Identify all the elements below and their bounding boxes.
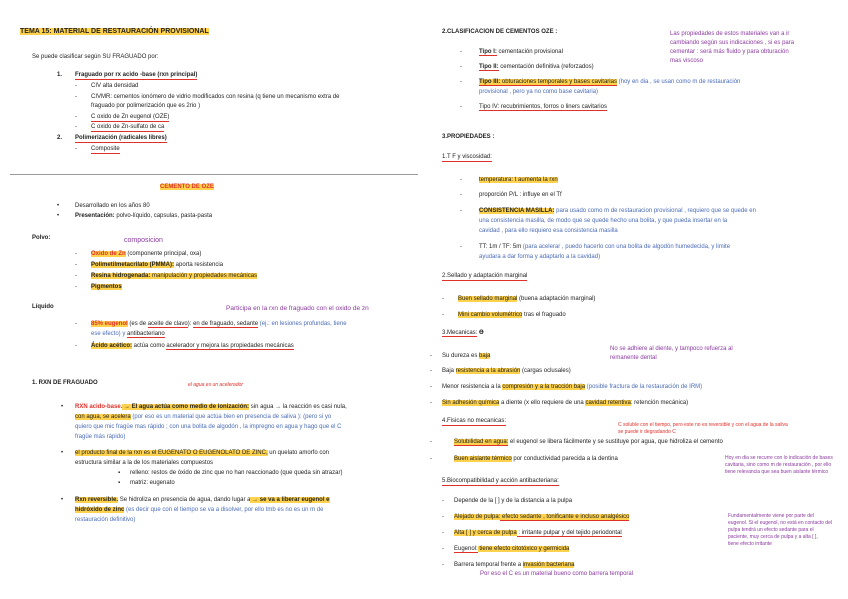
sellado-1-hl: Buen sellado marginal (458, 296, 518, 302)
polvo-item-4 (91, 283, 122, 291)
sellado-2 (458, 311, 566, 319)
dash: - (442, 546, 444, 552)
bio-5-text: Barrera temporal frente a (454, 562, 523, 568)
polvo-item-2 (91, 261, 223, 269)
classif-sub-5: Composite (91, 146, 120, 152)
rxn-relleno: relleno: restos de óxido de zinc que no han reaccionado (que queda sin atrazar) (130, 470, 343, 476)
rxn-1-line2 (75, 413, 331, 421)
tipo-2 (479, 63, 594, 71)
polvo-item-1-b: (componente principal, oxa) (125, 251, 202, 257)
tipo-1-label: Tipo I: (479, 49, 497, 55)
dash: - (75, 251, 77, 257)
tf-masilla: CONSISTENCIA MASILLA: (479, 208, 555, 214)
bio-note-4: paciente, muy cerca de pulpa y a alta [ ], (728, 534, 818, 540)
liquido-1-line1 (91, 320, 347, 328)
classif-sub-2b: fraguado por polimerización que es 2rio ) (91, 103, 201, 109)
mec-3-note: (posible fractura de la restauración de IRM) (585, 384, 703, 390)
right-page (424, 0, 848, 599)
tipo-1-text: cementación provisional (496, 49, 563, 55)
bio-2 (454, 513, 629, 521)
liq-antibacteriano: antibacteriano (127, 331, 165, 337)
dash: - (460, 192, 462, 198)
rxn-1-line3: quiero que mic fragüe mas rápido ; con una bolita de algodón , la impregno en agua y hago que el C (75, 424, 342, 430)
tf-1-text: temperatura: t aumenta la rxn (479, 177, 558, 183)
dash: - (460, 244, 462, 250)
mec-3-hl: compresión y a la tracción baja (502, 384, 586, 390)
classif-sub-2a: CIVMR: cementos ionómero de vidrio modificados con resina (q tiene un mecanismo extra de (91, 94, 340, 100)
liquido-label: Líquido (32, 304, 54, 310)
page-title (20, 28, 209, 36)
bio-note-3: pulpa tendrá un efecto sedante para el (728, 527, 814, 533)
fisicas-title: 4.Fisicas no mecanicas: (442, 418, 507, 424)
tipo-2-label: Tipo II: (479, 64, 499, 70)
tf-1 (479, 176, 558, 184)
tipo-3-label: Tipo III: (479, 79, 501, 85)
tf-4-times: TT: 1m / TF: 5m (479, 244, 522, 250)
composicion-note: composicion (124, 237, 163, 244)
presentation-line (75, 212, 212, 220)
dash: - (442, 514, 444, 520)
rxn-acid-base: RXN acido-base. (75, 404, 123, 410)
bio-4-text: tiene efecto citotóxico y germicida (477, 546, 570, 552)
dash: - (75, 83, 77, 89)
bio-1: Depende de la [ ] y de la distancia a la pulpa (454, 498, 573, 504)
classif-item-1: Fraguado por rx acido -base (rxn principal) (75, 72, 198, 78)
mec-4-hl: Sin adhesión química (442, 400, 500, 406)
tf-title: 1.T F y viscosidad: (442, 154, 492, 160)
sellado-2-text: tras el fraguado (522, 312, 566, 318)
dash: - (75, 114, 77, 120)
polvo-label: Polvo: (32, 235, 51, 241)
dash: - (430, 456, 432, 462)
rxn-agua: → El agua actúa como medio de ionización: (122, 404, 250, 410)
mec-4-text2: : retención mecánica) (630, 400, 689, 406)
dash: - (75, 343, 77, 349)
dash: - (75, 321, 77, 327)
bullet-dot: • (61, 450, 64, 456)
dash: - (442, 562, 444, 568)
fis-1 (454, 438, 723, 446)
mec-2-hl: resistencia a la abrasión (455, 368, 521, 374)
liq-text: (es de (127, 321, 148, 327)
mec-2-text2: (cargas oclusales) (520, 368, 571, 374)
theta-icon: ϴ (479, 330, 484, 336)
fis-note-1: C soluble con el tiempo, pero este no es reversible y con el agua de la saliva (618, 422, 788, 428)
dash: - (442, 530, 444, 536)
bio-4 (454, 545, 569, 553)
classif-item-2: Polimerización (radicales libres) (75, 135, 167, 141)
liq-note2: ese efecto) y (91, 331, 128, 337)
liquido-2 (91, 342, 294, 350)
polvo-item-3-a: Resina hidrogenada: (91, 273, 151, 279)
dash: - (75, 284, 77, 290)
mec-2-text: Baja (442, 368, 456, 374)
rxn-1-line1 (75, 403, 347, 411)
mec-1 (442, 352, 490, 360)
bio-2-text: efecto sedante , tonificante e incluso analgésico (500, 514, 630, 520)
liq-acetico: Ácido acético: (91, 343, 133, 349)
tf-3-line1 (479, 207, 756, 215)
liq-sedante: en de fraguado, sedante (193, 321, 259, 327)
fis-2-text: por conductividad parecida a la dentina (511, 456, 618, 462)
rxn-note: (es decir que con el tiempo se va a disolver, por ello tmb es no es un m de (124, 507, 324, 513)
dash: - (430, 384, 432, 390)
mec-4 (442, 399, 688, 407)
tf-3-note: para usado como m de restauracion provisional , requiero que se quede en (554, 208, 756, 214)
oze-title-text: CEMENTO DE OZE (160, 184, 214, 190)
sellado-1 (458, 295, 595, 303)
rxn-reversible: Rxn reversible. (75, 497, 119, 503)
classif-sub-3: C oxido de Zn eugenol (OZE) (91, 114, 170, 120)
sellado-title: 2.Sellado y adaptación marginal (442, 273, 528, 279)
dash: - (430, 439, 432, 445)
bio-4-label: Eugenol: (454, 546, 478, 552)
class-note-3: cementar : será más fluido y para obturación (670, 49, 789, 55)
rxn-2-line2: estructura similar a la de los materiales compuestos (75, 460, 214, 466)
liq-text: actúa como (132, 343, 167, 349)
fis-1-text: el eugenol se libera fácilmente y se sustituye por agua, que hidroliza el cemento (508, 439, 723, 445)
fis-note-3: Hoy en dia se recurre con lo indicación de bases (725, 455, 833, 461)
bio-2-hl: Alejado de pulpa: (454, 514, 501, 520)
tipo-3-note: (hoy en dia , se usan como m de restauración (616, 79, 741, 85)
mecanicas-title-text: 3.Mecanicas: (442, 330, 478, 336)
class-note-1: Las propiedades de estos materiales van a ir (670, 31, 790, 37)
tf-2: proporción P/L : influye en el Tf (479, 192, 562, 198)
rxn-note: el agua es un acelerador (188, 382, 244, 388)
fis-2 (454, 455, 618, 463)
polvo-item-3-b: manipulación y propiedades mecánicas (150, 273, 258, 279)
bio-5-note: Por eso el C es un material bueno como barrera temporal (480, 571, 634, 577)
bullet-dot: • (57, 213, 60, 219)
liq-note: (ej.: en lesiones profundas, tiene (258, 321, 347, 327)
dash: - (442, 498, 444, 504)
rxn-acelera: con agua, se acelera (75, 414, 131, 420)
rxn-1-line4: fragüe más rápido) (75, 434, 126, 440)
dash: - (460, 104, 462, 110)
dash: - (75, 94, 77, 100)
bio-3-text: : irritante pulpar y del tejido periodontal (516, 530, 622, 536)
oze-title (160, 183, 214, 191)
tf-4-note: (para acelerar , puedo hacerlo con una bolita de algodón humedecida, y limite (521, 244, 731, 250)
dash: - (460, 49, 462, 55)
section-rule (10, 174, 418, 175)
rxn-text: Se hidroliza en presencia de agua, dando lugar a (118, 497, 251, 503)
mec-4-hl2: cavidad retentiva (585, 400, 631, 406)
dash: - (75, 124, 77, 130)
mec-3-text: Menor resistencia a la (442, 384, 503, 390)
dash: - (430, 368, 432, 374)
fis-2-hl: Buen aislante térmico (454, 456, 512, 462)
classif-sub-1: CIV alta densidad (91, 83, 139, 89)
rxn-note: (por eso es un material que actúa bien en presencia de saliva ): (pero si yo (130, 414, 332, 420)
tf-4-line2: ayudara a dar forma y adaptarlo a la cavidad) (479, 254, 601, 260)
rxn-3-line1 (75, 496, 330, 504)
dash: - (442, 312, 444, 318)
intro-text: Se puede clasificar según SU FRAGUADO por: (32, 54, 159, 60)
rxn-matriz: matriz: eugenato (130, 480, 175, 486)
mec-4-text: a diente (x ello requiere de una (499, 400, 586, 406)
rxn-liberar: → se va a liberar eugenol e (250, 497, 330, 503)
class-note-2: cambiando según sus indicaciones , si es para (670, 40, 795, 46)
bio-note-5: tiene efecto irritante (728, 541, 772, 547)
mec-1-text: Su dureza es (442, 353, 480, 359)
classif-sub-4: C oxido de Zn-sulfato de ca (91, 124, 165, 130)
bio-note-1: Fundamentalmente viene por parte del (728, 513, 814, 519)
class-title: 2.CLASIFICACION DE CEMENTOS OZE : (442, 29, 558, 35)
tf-3-line3: cavidad , para ello requiero esa consistencia masilla (479, 228, 618, 234)
tf-4-line1 (479, 243, 730, 251)
tipo-2-text: cementación definitiva (reforzados) (498, 64, 594, 70)
dash: - (75, 146, 77, 152)
mecanicas-title (442, 329, 484, 337)
num-2: 2. (57, 135, 63, 141)
polvo-item-2-b: aporta resistencia (174, 262, 224, 268)
liq-eugenol: 85% eugenol (91, 321, 128, 327)
mec-note-2: remanente dental (610, 355, 657, 361)
tf-3-line2: una consistencia masilla, de modo que se quede hecho una bolita, y que pueda insertar en la (479, 218, 728, 224)
fis-1-hl: Solubilidad en agua: (454, 439, 509, 445)
rxn-title: 1. RXN DE FRAGUADO (32, 380, 98, 386)
liq-aceite: aceite de clavo (147, 321, 188, 327)
polvo-item-3 (91, 272, 257, 280)
dash: - (442, 296, 444, 302)
bio-5 (454, 561, 574, 569)
tipo-4-text: recubrimientos, forros o liners cavitarios (499, 104, 607, 110)
tipo-3 (479, 78, 740, 86)
fis-note-5: tiene relevancia que sea buen aislante térmico (725, 469, 829, 475)
bio-3-hl: Alta [ ] y cerca de pulpa (454, 530, 517, 536)
polvo-item-1 (91, 250, 201, 258)
bio-5-hl: invasión bacteriana (522, 562, 575, 568)
liquido-1-line2 (91, 330, 165, 338)
dash: - (460, 64, 462, 70)
rxn-3-line2 (75, 506, 323, 514)
dash: - (430, 353, 432, 359)
polvo-item-1-a: Oxido de Zn (91, 251, 126, 257)
dash: - (460, 208, 462, 214)
tipo-3-text: obturaciones temporales y bases cavitarias (500, 79, 617, 85)
bio-note-2: eugenol. Si el eugenol, no está en contacto del (728, 520, 832, 526)
rxn-3-line3: restauración definitivo) (75, 517, 136, 523)
tipo-4 (479, 103, 607, 111)
rxn-quelato: un quelato amorfo con (267, 450, 329, 456)
class-note-4: mas viscoso (670, 58, 704, 64)
liq-acelerador: acelerador y mejora las propiedades mecánicas (166, 343, 294, 349)
rxn-hidroxido: hidróxido de zinc (75, 507, 125, 513)
dev-text: Desarrollado en los años 80 (75, 203, 150, 209)
bullet-dot: • (61, 497, 64, 503)
dash: - (75, 262, 77, 268)
bullet-dot: • (57, 203, 60, 209)
fis-note-2: se puede ir degradando C (618, 429, 676, 435)
page-title-text: TEMA 15: MATERIAL DE RESTAURACIÓN PROVISIONAL (20, 28, 209, 35)
sellado-1-text: (buena adaptación marginal) (517, 296, 596, 302)
polvo-item-2-a: Polimetilmetacrilato (PMMA): (91, 262, 175, 268)
mec-2 (442, 367, 571, 375)
sellado-2-hl: Mini cambio volumétrico (458, 312, 523, 318)
rxn-text: sin agua → la reacción es casi nula, (249, 404, 347, 410)
mec-3 (442, 383, 702, 391)
pres-label: Presentación: (75, 213, 115, 219)
dash: - (430, 400, 432, 406)
prop-title: 3.PROPIEDADES : (442, 134, 495, 140)
fis-note-4: cavitaria, sino como m de restauración , por ello (725, 462, 832, 468)
dash: - (460, 79, 462, 85)
bullet-square: ▪ (118, 480, 121, 486)
tipo-1 (479, 48, 563, 56)
bullet-dot: • (61, 404, 64, 410)
dash: - (75, 273, 77, 279)
bio-3 (454, 529, 622, 537)
tipo-4-label: Tipo IV: (479, 104, 500, 110)
rxn-2-line1 (75, 449, 329, 457)
bio-title: 5.Biocompatibilidad y acción antibacteriana: (442, 478, 559, 484)
mec-1-hl: baja (479, 353, 491, 359)
mec-note-1: No se adhiere al diente, y tampoco refuerza al (610, 346, 733, 352)
liq-text: ): (187, 321, 194, 327)
liquido-note: Participa en la rxn de fraguado con el oxido de zn (226, 305, 369, 312)
pres-value: polvo-líquido, capsulas, pasta-pasta (114, 213, 213, 219)
tipo-3-note2: provisional , pero ya no como base cavitaria) (479, 89, 599, 95)
num-1: 1. (57, 72, 63, 78)
rxn-producto: el producto final de la rxn es el EUGENATO O EUGENOLATO DE ZINC, (75, 450, 268, 456)
dash: - (460, 177, 462, 183)
polvo-item-4-a: Pigmentos (91, 284, 122, 290)
bullet-square: ▪ (118, 470, 121, 476)
